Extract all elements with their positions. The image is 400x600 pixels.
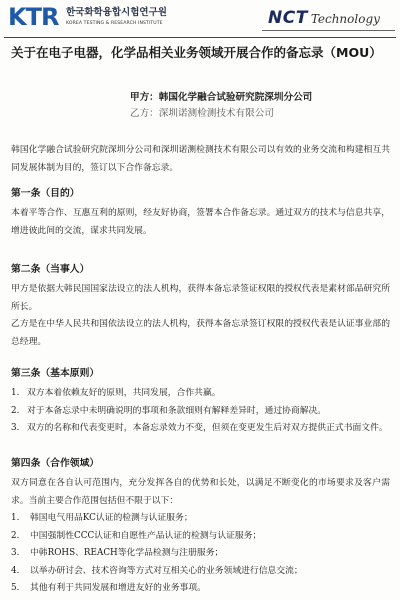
article-heading: 第三条（基本原则） [11,368,100,379]
parties-block [130,90,390,122]
letterhead [0,0,400,38]
list-item-number: 2. [11,530,20,541]
article-heading: 第四条（合作领域） [11,458,100,469]
list-item-number: 2. [11,405,20,416]
article-paragraph: 双方同意在各自认可范围内，充分发挥各自的优势和长处，以满足不断变化的市场要求及客户需求。当前主要合作范围包括但不限于以下： [11,478,390,506]
nct-logo-underline [262,30,395,31]
list-item-number: 1. [11,388,20,398]
list-item-text: 对于本备忘录中未明确说明的事项和条款细则有解释差异时，通过协商解决。 [27,405,327,416]
list-item [11,563,390,581]
article-2 [11,262,390,351]
list-item-text: 双方本着依赖友好的原则，共同发展，合作共赢。 [27,388,221,398]
article-4 [11,456,390,598]
ktr-logo-mark: KTR [8,3,59,31]
letterhead-divider [4,37,396,38]
list-item-text: 双方的名称和代表变更时，本备忘录效力不变，但须在变更发生后对双方提供正式书面文件。 [27,423,388,433]
intro-paragraph: 韩国化学融合试验研究院深圳分公司和深圳诺测检测技术有限公司以有效的业务交流和构建相互共同发展体制为目的，签订以下合作备忘录。 [11,145,390,173]
article-heading: 第一条（目的） [11,188,80,199]
intro-block [11,142,390,177]
party-a: 甲方：韩国化学融合试验研究院深圳分公司 [130,92,313,103]
nct-logo-mark: NCT [268,8,308,28]
article-paragraph: 乙方是在中华人民共和国依法设立的法人机构，获得本备忘录签订权限的授权代表是认证事业部的总经理。 [11,319,390,347]
list-item [11,510,390,528]
ktr-logo-name-english: KOREA TESTING & RESEARCH INSTITUTE [66,21,163,26]
document-title: 关于在电子电器，化学品相关业务领域开展合作的备忘录（MOU） [11,45,382,60]
list-item [11,545,390,563]
list-item-number: 3. [11,548,20,558]
list-item-text: 韩国电气用品KC认证的检测与认证服务； [30,513,193,523]
list-item [11,403,390,421]
article-heading: 第二条（当事人） [11,264,90,275]
list-item-number: 5. [11,583,20,593]
list-item-number: 1. [11,513,20,523]
list-item-number: 3. [11,423,20,433]
nct-logo-tagline: Technology [310,12,380,26]
nct-logo [268,8,380,28]
article-paragraph: 本着平等合作、互惠互利的原则，经友好协商，签署本合作备忘录。通过双方的技术与信息共享，增进彼此间的交流，谋求共同发展。 [11,208,390,236]
list-item-text: 其他有利于共同发展和增进友好的业务事项。 [30,583,206,593]
list-item [11,580,390,598]
article-paragraph: 甲方是依据大韩民国国家法设立的法人机构，获得本备忘录签证权限的授权代表是素材部品研究所所长。 [11,284,390,312]
list-item-text: 中韩ROHS、REACH等化学品检测与注册服务； [30,548,224,558]
list-item-text: 中国强制性CCC认证和自愿性产品认证的检测与认证服务； [30,530,262,541]
list-item [11,385,390,403]
party-b: 乙方：深圳诺测检测技术有限公司 [130,108,274,119]
list-item-number: 4. [11,565,20,576]
article-1 [11,186,390,240]
article-3 [11,366,390,438]
list-item [11,528,390,546]
list-item [11,420,390,438]
list-item-text: 以举办研讨会、技术咨询等方式对互相关心的业务领域进行信息交流； [30,565,303,576]
ktr-logo-name-korean: 한국화학융합시험연구원 [66,7,167,18]
